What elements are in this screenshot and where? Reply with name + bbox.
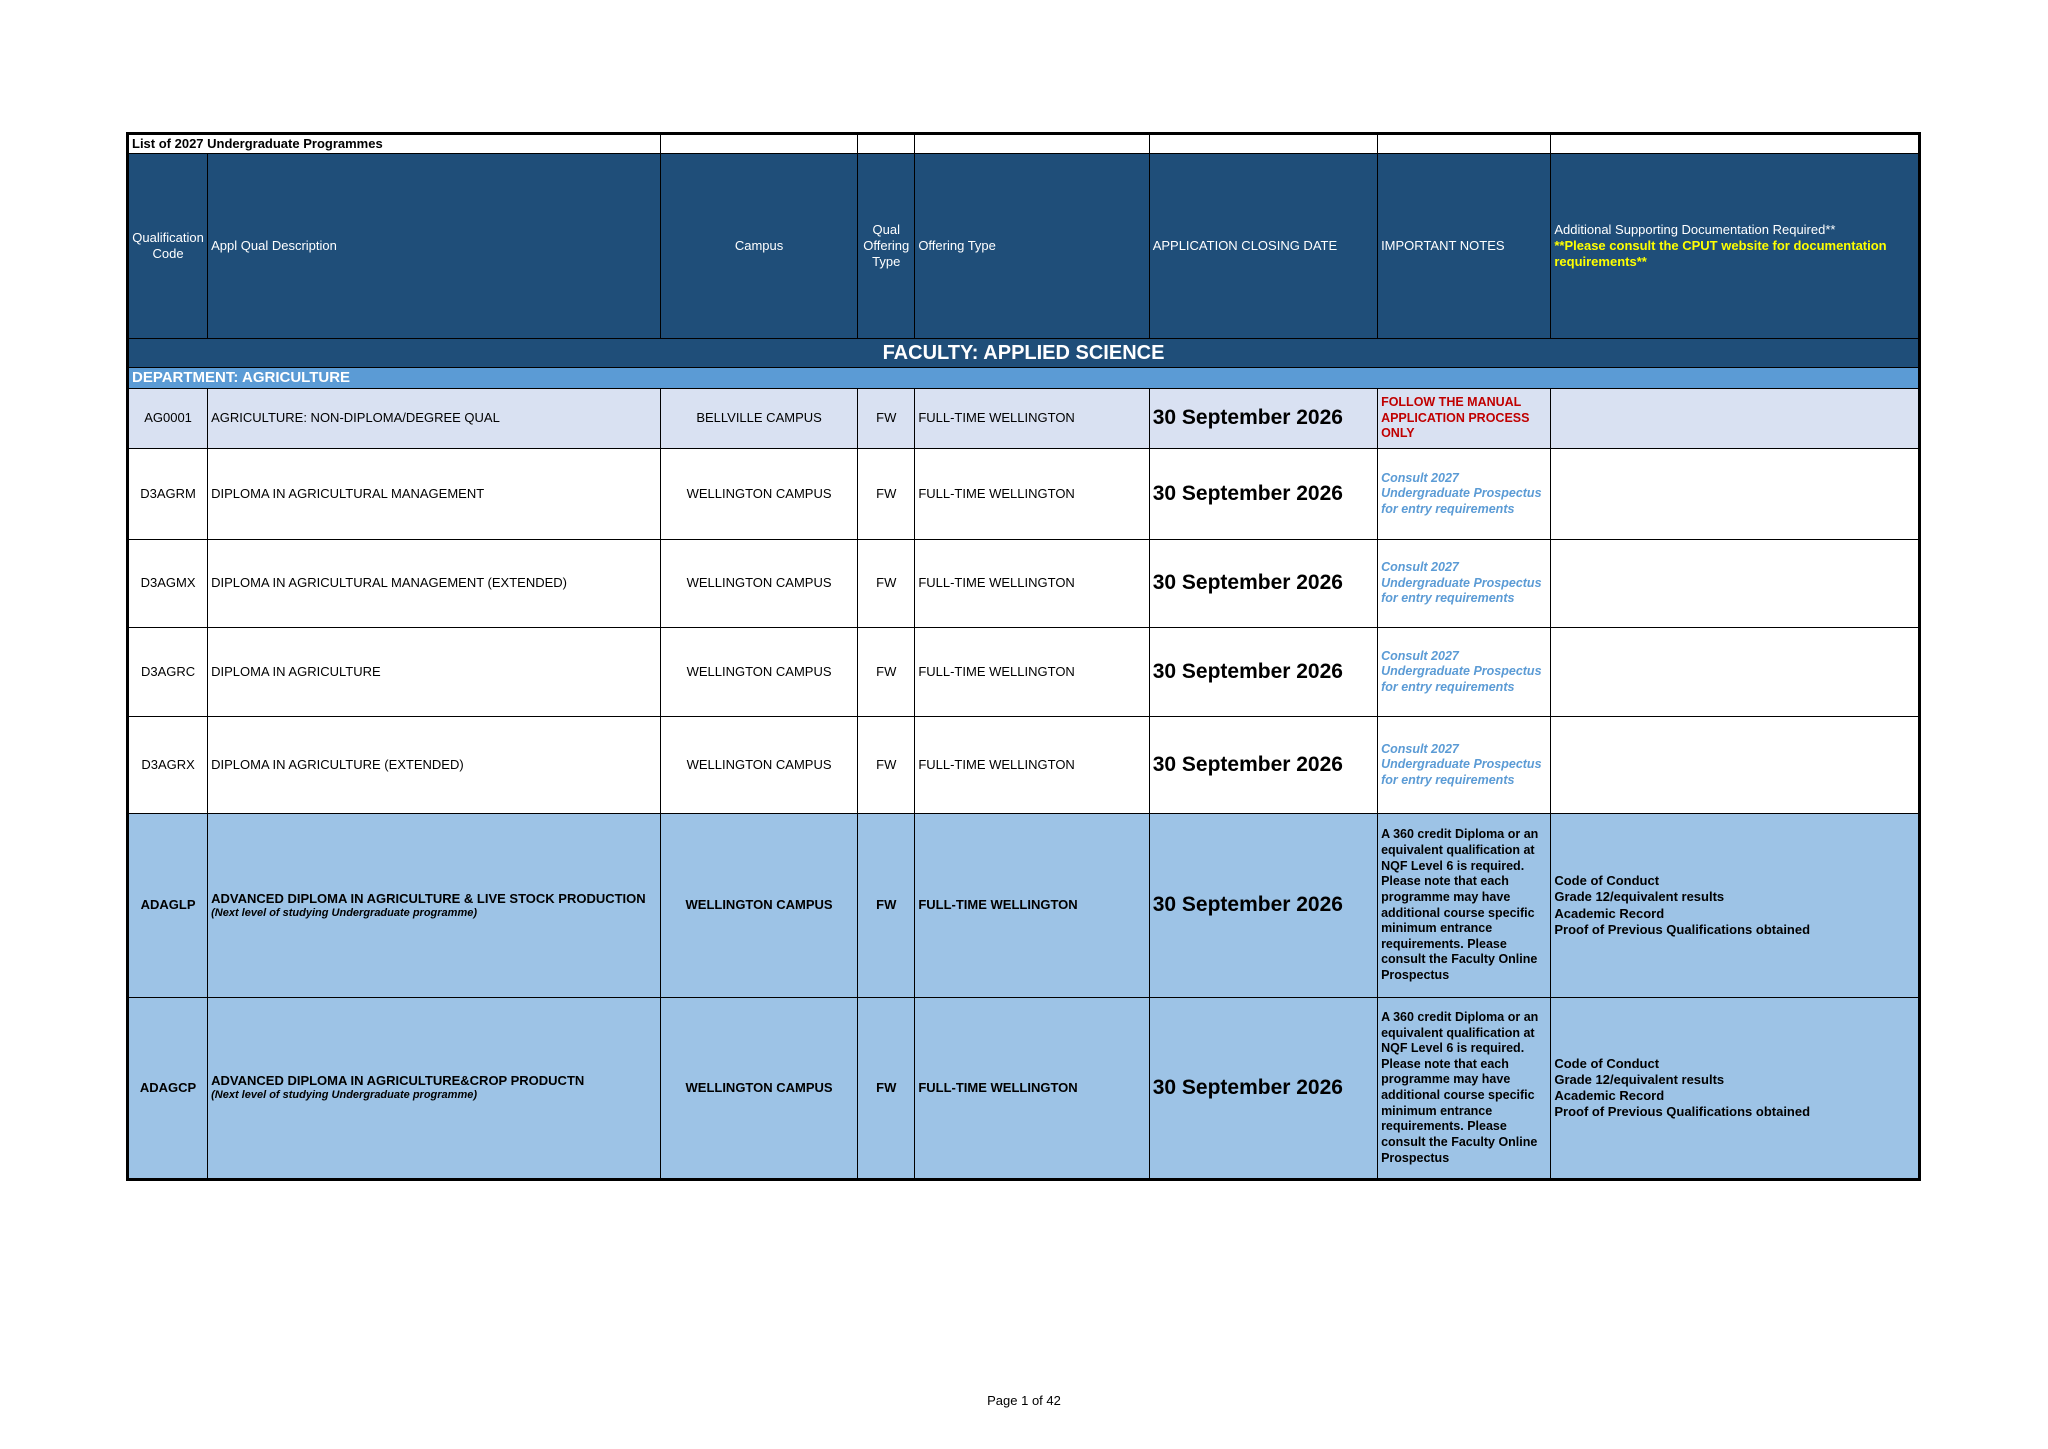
offering-type: FULL-TIME WELLINGTON: [915, 449, 1149, 540]
qual-code: ADAGCP: [128, 998, 208, 1180]
offering-type: FULL-TIME WELLINGTON: [915, 814, 1149, 998]
qual-code: D3AGMX: [128, 540, 208, 628]
closing-date: 30 September 2026: [1149, 717, 1377, 814]
docs-cell: [1551, 998, 1920, 1180]
qual-description-sub: (Next level of studying Undergraduate programme): [211, 1089, 478, 1102]
title-blank: [1378, 134, 1551, 154]
title-blank: [1149, 134, 1377, 154]
title-blank: [915, 134, 1149, 154]
qual-code: AG0001: [128, 389, 208, 449]
header-docs-title: Additional Supporting Documentation Required**: [1554, 221, 1836, 237]
docs-cell: [1551, 449, 1920, 540]
important-notes: Consult 2027 Undergraduate Prospectus for entry requirements: [1378, 628, 1551, 717]
important-notes: A 360 credit Diploma or an equivalent qualification at NQF Level 6 is required. Please note that each programme may have additional course specific minimum entrance requirements. Please consult the Faculty Online Prospectus: [1378, 998, 1551, 1180]
qual-description: [208, 717, 661, 814]
doc-item: Code of Conduct: [1554, 873, 1660, 888]
qual-description: [208, 389, 661, 449]
doc-item: Proof of Previous Qualifications obtained: [1554, 1104, 1811, 1120]
campus: WELLINGTON CAMPUS: [660, 540, 857, 628]
programmes-table: [126, 132, 1921, 1181]
header-docs-note: **Please consult the CPUT website for documentation requirements**: [1554, 237, 1887, 270]
header-offering-type: Offering Type: [915, 154, 1149, 339]
campus: WELLINGTON CAMPUS: [660, 814, 857, 998]
campus: WELLINGTON CAMPUS: [660, 998, 857, 1180]
header-closing-date: APPLICATION CLOSING DATE: [1149, 154, 1377, 339]
important-notes: A 360 credit Diploma or an equivalent qualification at NQF Level 6 is required. Please note that each programme may have additional course specific minimum entrance requirements. Please consult the Faculty Online Prospectus: [1378, 814, 1551, 998]
qual-description-text: AGRICULTURE: NON-DIPLOMA/DEGREE QUAL: [211, 410, 500, 426]
docs-cell: [1551, 389, 1920, 449]
campus: WELLINGTON CAMPUS: [660, 449, 857, 540]
offering-type-code: FW: [858, 717, 915, 814]
qual-description-text: DIPLOMA IN AGRICULTURAL MANAGEMENT (EXTENDED): [211, 575, 567, 591]
qual-description-text: DIPLOMA IN AGRICULTURE (EXTENDED): [211, 756, 464, 772]
offering-type-code: FW: [858, 814, 915, 998]
important-notes: Consult 2027 Undergraduate Prospectus for entry requirements: [1378, 449, 1551, 540]
department-heading: DEPARTMENT: AGRICULTURE: [128, 368, 1920, 389]
important-notes: Consult 2027 Undergraduate Prospectus for entry requirements: [1378, 717, 1551, 814]
closing-date: 30 September 2026: [1149, 389, 1377, 449]
sheet-title: List of 2027 Undergraduate Programmes: [128, 134, 661, 154]
table-row: [128, 998, 1920, 1180]
qual-description: [208, 998, 661, 1180]
docs-cell: [1551, 540, 1920, 628]
qual-code: D3AGRX: [128, 717, 208, 814]
offering-type: FULL-TIME WELLINGTON: [915, 540, 1149, 628]
table-row: [128, 814, 1920, 998]
offering-type-code: FW: [858, 449, 915, 540]
table-row: [128, 628, 1920, 717]
offering-type: FULL-TIME WELLINGTON: [915, 389, 1149, 449]
page-number: Page 1 of 42: [987, 1393, 1061, 1408]
header-campus: Campus: [660, 154, 857, 339]
title-row: [128, 134, 1920, 154]
closing-date: 30 September 2026: [1149, 998, 1377, 1180]
offering-type: FULL-TIME WELLINGTON: [915, 998, 1149, 1180]
table-row: [128, 540, 1920, 628]
doc-item: Proof of Previous Qualifications obtained: [1554, 921, 1811, 937]
title-blank: [1551, 134, 1920, 154]
offering-type: FULL-TIME WELLINGTON: [915, 717, 1149, 814]
qual-description: [208, 628, 661, 717]
title-blank: [858, 134, 915, 154]
department-row: [128, 368, 1920, 389]
closing-date: 30 September 2026: [1149, 814, 1377, 998]
campus: WELLINGTON CAMPUS: [660, 717, 857, 814]
faculty-heading: FACULTY: APPLIED SCIENCE: [128, 339, 1920, 368]
header-docs: [1551, 154, 1920, 339]
qual-description-text: DIPLOMA IN AGRICULTURAL MANAGEMENT: [211, 485, 485, 501]
table-row: [128, 449, 1920, 540]
doc-item: Academic Record: [1554, 1088, 1665, 1103]
qual-description-text: DIPLOMA IN AGRICULTURE: [211, 663, 381, 679]
header-row: [128, 154, 1920, 339]
docs-cell: [1551, 814, 1920, 998]
qual-description: [208, 540, 661, 628]
qual-description-text: ADVANCED DIPLOMA IN AGRICULTURE&CROP PRODUCTN: [211, 1073, 585, 1088]
offering-type-code: FW: [858, 389, 915, 449]
important-notes: FOLLOW THE MANUAL APPLICATION PROCESS ONLY: [1378, 389, 1551, 449]
qual-description-text: ADVANCED DIPLOMA IN AGRICULTURE & LIVE STOCK PRODUCTION: [211, 890, 646, 906]
campus: WELLINGTON CAMPUS: [660, 628, 857, 717]
offering-type: FULL-TIME WELLINGTON: [915, 628, 1149, 717]
campus: BELLVILLE CAMPUS: [660, 389, 857, 449]
qual-code: D3AGRC: [128, 628, 208, 717]
faculty-row: [128, 339, 1920, 368]
closing-date: 30 September 2026: [1149, 628, 1377, 717]
doc-item: Academic Record: [1554, 905, 1665, 921]
doc-item: Code of Conduct: [1554, 1055, 1660, 1071]
table-row: [128, 717, 1920, 814]
doc-item: Grade 12/equivalent results: [1554, 889, 1725, 905]
offering-type-code: FW: [858, 998, 915, 1180]
important-notes: Consult 2027 Undergraduate Prospectus for entry requirements: [1378, 540, 1551, 628]
qual-code: D3AGRM: [128, 449, 208, 540]
header-qual-code: Qualification Code: [128, 154, 208, 339]
closing-date: 30 September 2026: [1149, 540, 1377, 628]
qual-code: ADAGLP: [128, 814, 208, 998]
doc-item: Grade 12/equivalent results: [1554, 1071, 1725, 1087]
header-offering-type-code: Qual Offering Type: [858, 154, 915, 339]
offering-type-code: FW: [858, 628, 915, 717]
closing-date: 30 September 2026: [1149, 449, 1377, 540]
qual-description: [208, 449, 661, 540]
docs-cell: [1551, 628, 1920, 717]
header-notes: IMPORTANT NOTES: [1378, 154, 1551, 339]
qual-description-sub: (Next level of studying Undergraduate programme): [211, 906, 478, 919]
offering-type-code: FW: [858, 540, 915, 628]
qual-description: [208, 814, 661, 998]
docs-cell: [1551, 717, 1920, 814]
table-row: [128, 389, 1920, 449]
header-description: Appl Qual Description: [208, 154, 661, 339]
title-blank: [660, 134, 857, 154]
